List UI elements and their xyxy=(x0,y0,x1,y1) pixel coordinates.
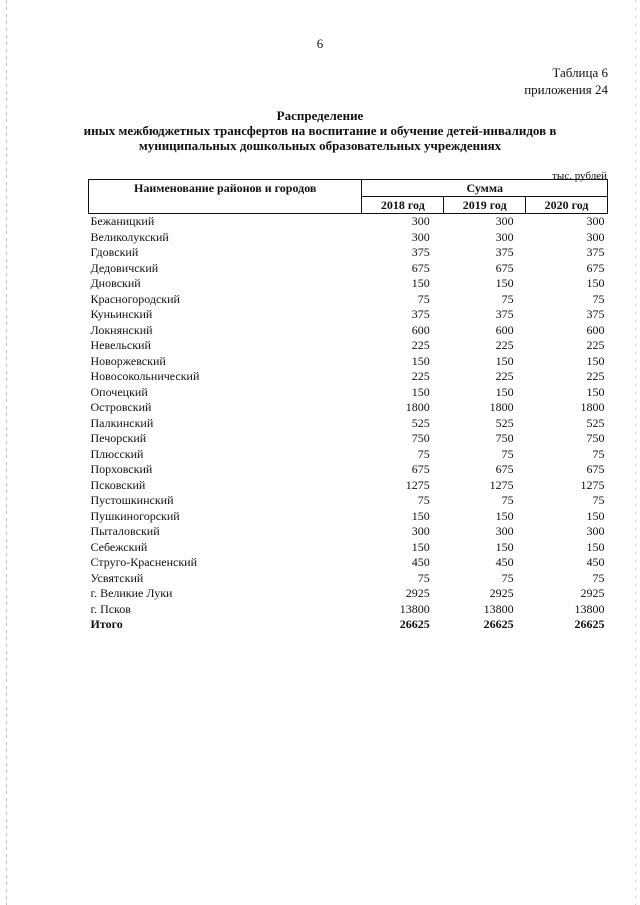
table-row xyxy=(89,338,608,354)
value-2018: 675 xyxy=(411,260,430,275)
district-name: Островский xyxy=(90,400,152,414)
value-2020: 150 xyxy=(586,353,605,368)
district-name: Великолукский xyxy=(90,229,169,244)
value-2020: 600 xyxy=(586,322,605,337)
title-line: Распределение xyxy=(276,108,364,123)
value-2019: 450 xyxy=(495,555,514,569)
value-2020: 750 xyxy=(586,431,605,445)
value-2020: 150 xyxy=(586,508,605,523)
value-2019: 75 xyxy=(501,570,514,585)
value-2019: 225 xyxy=(495,338,514,352)
header-year-2018: 2018 год xyxy=(362,197,444,214)
value-2020: 13800 xyxy=(574,601,605,616)
table-row xyxy=(89,230,608,246)
value-2018: 1275 xyxy=(405,477,430,492)
table-body xyxy=(89,214,608,633)
value-2020: 75 xyxy=(592,493,605,507)
district-name: Красногородский xyxy=(90,291,180,306)
value-2020: 2925 xyxy=(580,586,605,600)
district-name: Куньинский xyxy=(90,307,153,321)
value-2018: 13800 xyxy=(399,601,430,616)
value-2019: 75 xyxy=(501,446,514,461)
value-2018: 75 xyxy=(417,570,430,585)
value-2018: 300 xyxy=(411,229,430,244)
value-2019: 150 xyxy=(495,276,514,290)
value-2019: 600 xyxy=(495,322,514,337)
district-name: Бежаницкий xyxy=(90,214,155,228)
document-title xyxy=(60,108,580,153)
value-2020: 375 xyxy=(586,307,605,321)
value-2018: 2925 xyxy=(405,586,430,600)
value-2018: 26625 xyxy=(399,617,430,631)
table-row xyxy=(89,509,608,525)
district-name: Печорский xyxy=(90,431,147,445)
district-name: Пыталовский xyxy=(90,524,160,538)
value-2020: 675 xyxy=(586,462,605,476)
district-name: Локнянский xyxy=(90,322,153,337)
total-row xyxy=(89,617,608,633)
district-name: Псковский xyxy=(90,477,146,492)
district-name: Новоржевский xyxy=(90,353,166,368)
units-label: тыс. рублей xyxy=(552,170,607,182)
value-2019: 375 xyxy=(495,307,514,321)
district-name: Новосокольнический xyxy=(90,369,200,383)
table-row xyxy=(89,354,608,370)
value-2018: 75 xyxy=(417,493,430,507)
value-2020: 675 xyxy=(586,260,605,275)
value-2019: 75 xyxy=(501,291,514,306)
value-2019: 150 xyxy=(495,353,514,368)
value-2019: 150 xyxy=(495,384,514,399)
scan-edge-right xyxy=(635,0,636,905)
table-row xyxy=(89,586,608,602)
table-row xyxy=(89,400,608,416)
value-2020: 75 xyxy=(592,291,605,306)
title-line: иных межбюджетных трансфертов на воспитание и обучение детей-инвалидов в xyxy=(83,123,557,138)
value-2020: 150 xyxy=(586,276,605,290)
header-year-2020: 2020 год xyxy=(526,197,608,214)
value-2019: 13800 xyxy=(483,601,514,616)
value-2018: 1800 xyxy=(405,400,430,414)
value-2020: 300 xyxy=(586,229,605,244)
value-2020: 225 xyxy=(586,338,605,352)
value-2020: 1275 xyxy=(580,477,605,492)
district-name: Гдовский xyxy=(90,245,139,259)
value-2019: 150 xyxy=(495,539,514,554)
value-2018: 75 xyxy=(417,291,430,306)
value-2020: 525 xyxy=(586,415,605,430)
value-2019: 1800 xyxy=(489,400,514,414)
district-name: Опочецкий xyxy=(90,384,148,399)
page-number: 6 xyxy=(316,36,324,51)
value-2019: 2925 xyxy=(489,586,514,600)
table-row xyxy=(89,292,608,308)
title-line: муниципальных дошкольных образовательных учреждениях xyxy=(138,138,502,153)
value-2019: 675 xyxy=(495,462,514,476)
district-name: г. Псков xyxy=(90,601,131,616)
value-2019: 300 xyxy=(495,524,514,538)
table-row xyxy=(89,431,608,447)
value-2020: 1800 xyxy=(580,400,605,414)
value-2018: 750 xyxy=(411,431,430,445)
value-2018: 450 xyxy=(411,555,430,569)
value-2019: 750 xyxy=(495,431,514,445)
header-name-column: Наименование районов и городов xyxy=(89,180,362,214)
table-row xyxy=(89,493,608,509)
value-2018: 75 xyxy=(417,446,430,461)
value-2019: 525 xyxy=(495,415,514,430)
value-2019: 75 xyxy=(501,493,514,507)
district-name: Дедовичский xyxy=(90,260,159,275)
value-2020: 375 xyxy=(586,245,605,259)
value-2018: 525 xyxy=(411,415,430,430)
value-2019: 225 xyxy=(495,369,514,383)
value-2020: 300 xyxy=(586,214,605,228)
total-label: Итого xyxy=(90,617,123,631)
table-row xyxy=(89,478,608,494)
table-row xyxy=(89,323,608,339)
value-2018: 375 xyxy=(411,245,430,259)
value-2019: 300 xyxy=(495,214,514,228)
value-2020: 450 xyxy=(586,555,605,569)
table-row xyxy=(89,261,608,277)
value-2020: 150 xyxy=(586,539,605,554)
value-2019: 300 xyxy=(495,229,514,244)
district-name: Себежский xyxy=(90,539,148,554)
header-year-2019: 2019 год xyxy=(444,197,526,214)
value-2018: 150 xyxy=(411,276,430,290)
table-row xyxy=(89,307,608,323)
value-2018: 675 xyxy=(411,462,430,476)
table-row xyxy=(89,416,608,432)
distribution-table xyxy=(88,179,608,633)
value-2020: 300 xyxy=(586,524,605,538)
value-2020: 225 xyxy=(586,369,605,383)
district-name: Палкинский xyxy=(90,415,154,430)
header-sum-column: Сумма xyxy=(362,180,608,197)
table-row xyxy=(89,540,608,556)
value-2020: 75 xyxy=(592,570,605,585)
district-name: Пушкиногорский xyxy=(90,508,180,523)
table-row xyxy=(89,385,608,401)
value-2018: 150 xyxy=(411,384,430,399)
value-2018: 300 xyxy=(411,524,430,538)
table-row xyxy=(89,369,608,385)
value-2020: 150 xyxy=(586,384,605,399)
value-2018: 225 xyxy=(411,369,430,383)
table-row xyxy=(89,447,608,463)
table-row xyxy=(89,524,608,540)
table-row xyxy=(89,555,608,571)
value-2018: 150 xyxy=(411,353,430,368)
value-2019: 1275 xyxy=(489,477,514,492)
value-2019: 375 xyxy=(495,245,514,259)
value-2018: 150 xyxy=(411,539,430,554)
district-name: Невельский xyxy=(90,338,151,352)
value-2019: 150 xyxy=(495,508,514,523)
district-name: Плюсский xyxy=(90,446,144,461)
table-row xyxy=(89,245,608,261)
value-2018: 225 xyxy=(411,338,430,352)
table-row xyxy=(89,276,608,292)
table-row xyxy=(89,571,608,587)
district-name: Пустошкинский xyxy=(90,493,174,507)
table-row xyxy=(89,602,608,618)
table-row xyxy=(89,462,608,478)
district-name: Порховский xyxy=(90,462,153,476)
district-name: г. Великие Луки xyxy=(90,586,173,600)
table-reference xyxy=(524,64,608,98)
district-name: Струго-Красненский xyxy=(90,555,198,569)
value-2018: 600 xyxy=(411,322,430,337)
table-row xyxy=(89,214,608,230)
table-label: Таблица 6 xyxy=(552,65,608,80)
district-name: Усвятский xyxy=(90,570,144,585)
district-name: Дновский xyxy=(90,276,141,290)
value-2020: 75 xyxy=(592,446,605,461)
value-2019: 675 xyxy=(495,260,514,275)
value-2018: 300 xyxy=(411,214,430,228)
appendix-label: приложения 24 xyxy=(524,82,608,97)
scan-edge-left xyxy=(6,0,7,905)
value-2018: 375 xyxy=(411,307,430,321)
value-2019: 26625 xyxy=(483,617,514,631)
value-2018: 150 xyxy=(411,508,430,523)
value-2020: 26625 xyxy=(574,617,605,631)
